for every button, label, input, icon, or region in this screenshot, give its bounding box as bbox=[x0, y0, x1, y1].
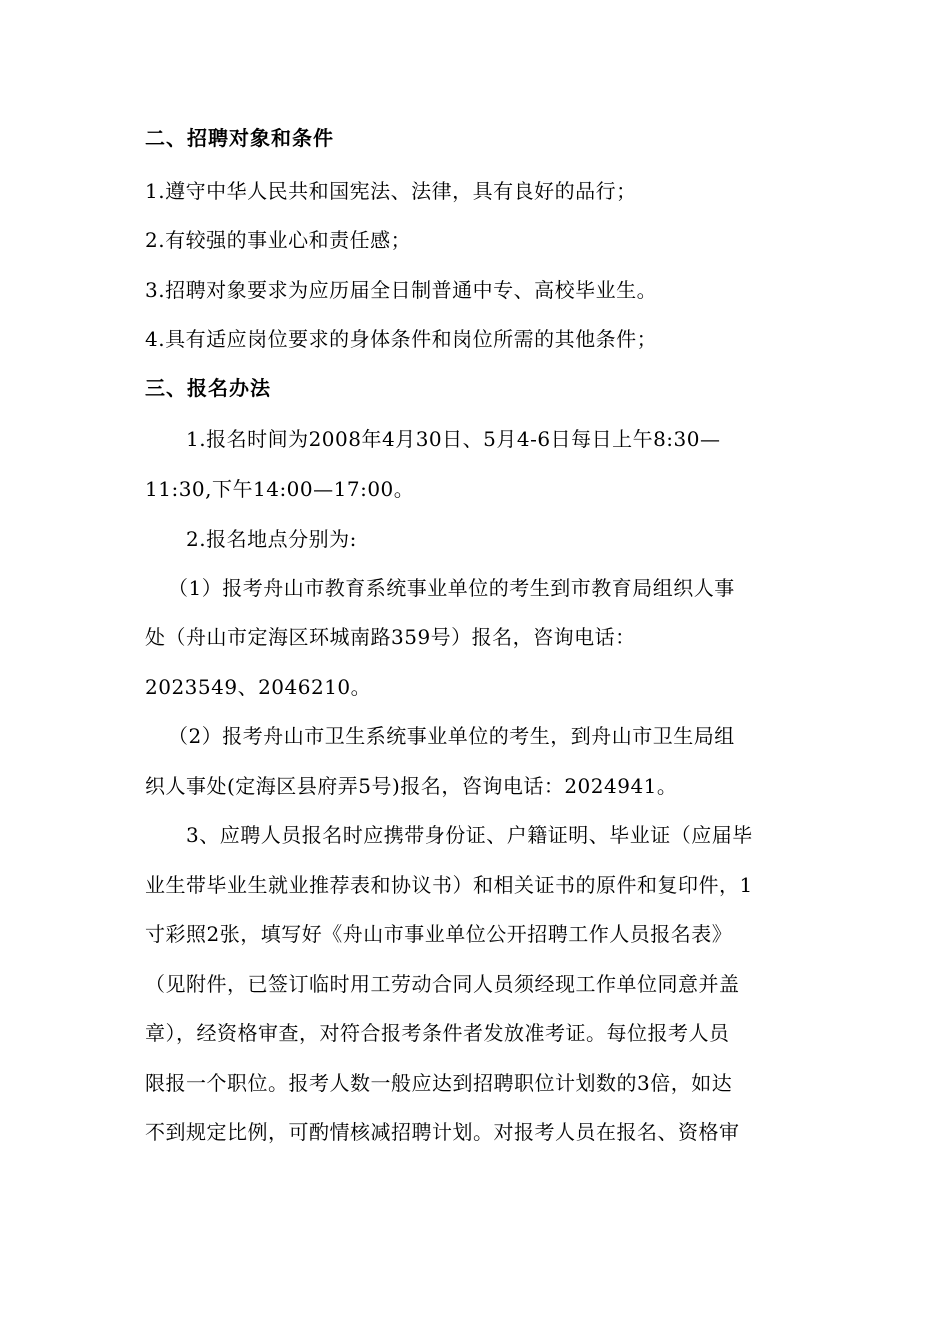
materials-line-1: 3、应聘人员报名时应携带身份证、户籍证明、毕业证（应届毕 bbox=[186, 823, 753, 847]
section-heading-recruitment-conditions: 二、招聘对象和条件 bbox=[145, 126, 334, 150]
materials-line-4: （见附件，已签订临时用工劳动合同人员须经现工作单位同意并盖 bbox=[145, 972, 740, 996]
condition-4: 4.具有适应岗位要求的身体条件和岗位所需的其他条件； bbox=[145, 327, 658, 351]
education-phone-numbers: 2023549、2046210。 bbox=[145, 675, 372, 699]
registration-location-intro: 2.报名地点分别为: bbox=[186, 527, 357, 551]
condition-2: 2.有较强的事业心和责任感； bbox=[145, 228, 412, 252]
materials-line-3: 寸彩照2张，填写好《舟山市事业单位公开招聘工作人员报名表》 bbox=[145, 922, 733, 946]
materials-line-6: 限报一个职位。报考人数一般应达到招聘职位计划数的3倍，如达 bbox=[145, 1071, 733, 1095]
registration-time-line-2: 11:30,下午14:00—17:00。 bbox=[145, 477, 415, 501]
materials-line-2: 业生带毕业生就业推荐表和协议书）和相关证书的原件和复印件，1 bbox=[145, 873, 753, 897]
education-location-line-2: 处（舟山市定海区环城南路359号）报名，咨询电话： bbox=[145, 625, 636, 649]
condition-3: 3.招聘对象要求为应历届全日制普通中专、高校毕业生。 bbox=[145, 278, 658, 302]
materials-line-5: 章），经资格审查，对符合报考条件者发放准考证。每位报考人员 bbox=[145, 1021, 730, 1045]
section-heading-registration: 三、报名办法 bbox=[145, 376, 271, 400]
condition-1: 1.遵守中华人民共和国宪法、法律，具有良好的品行； bbox=[145, 179, 637, 203]
health-location-line-1: （2）报考舟山市卫生系统事业单位的考生，到舟山市卫生局组 bbox=[168, 724, 735, 748]
education-location-line-1: （1）报考舟山市教育系统事业单位的考生到市教育局组织人事 bbox=[168, 576, 735, 600]
health-location-line-2: 织人事处(定海区县府弄5号)报名，咨询电话：2024941。 bbox=[145, 774, 678, 798]
materials-line-7: 不到规定比例，可酌情核减招聘计划。对报考人员在报名、资格审 bbox=[145, 1120, 740, 1144]
registration-time-line-1: 1.报名时间为2008年4月30日、5月4-6日每日上午8:30— bbox=[186, 427, 721, 451]
